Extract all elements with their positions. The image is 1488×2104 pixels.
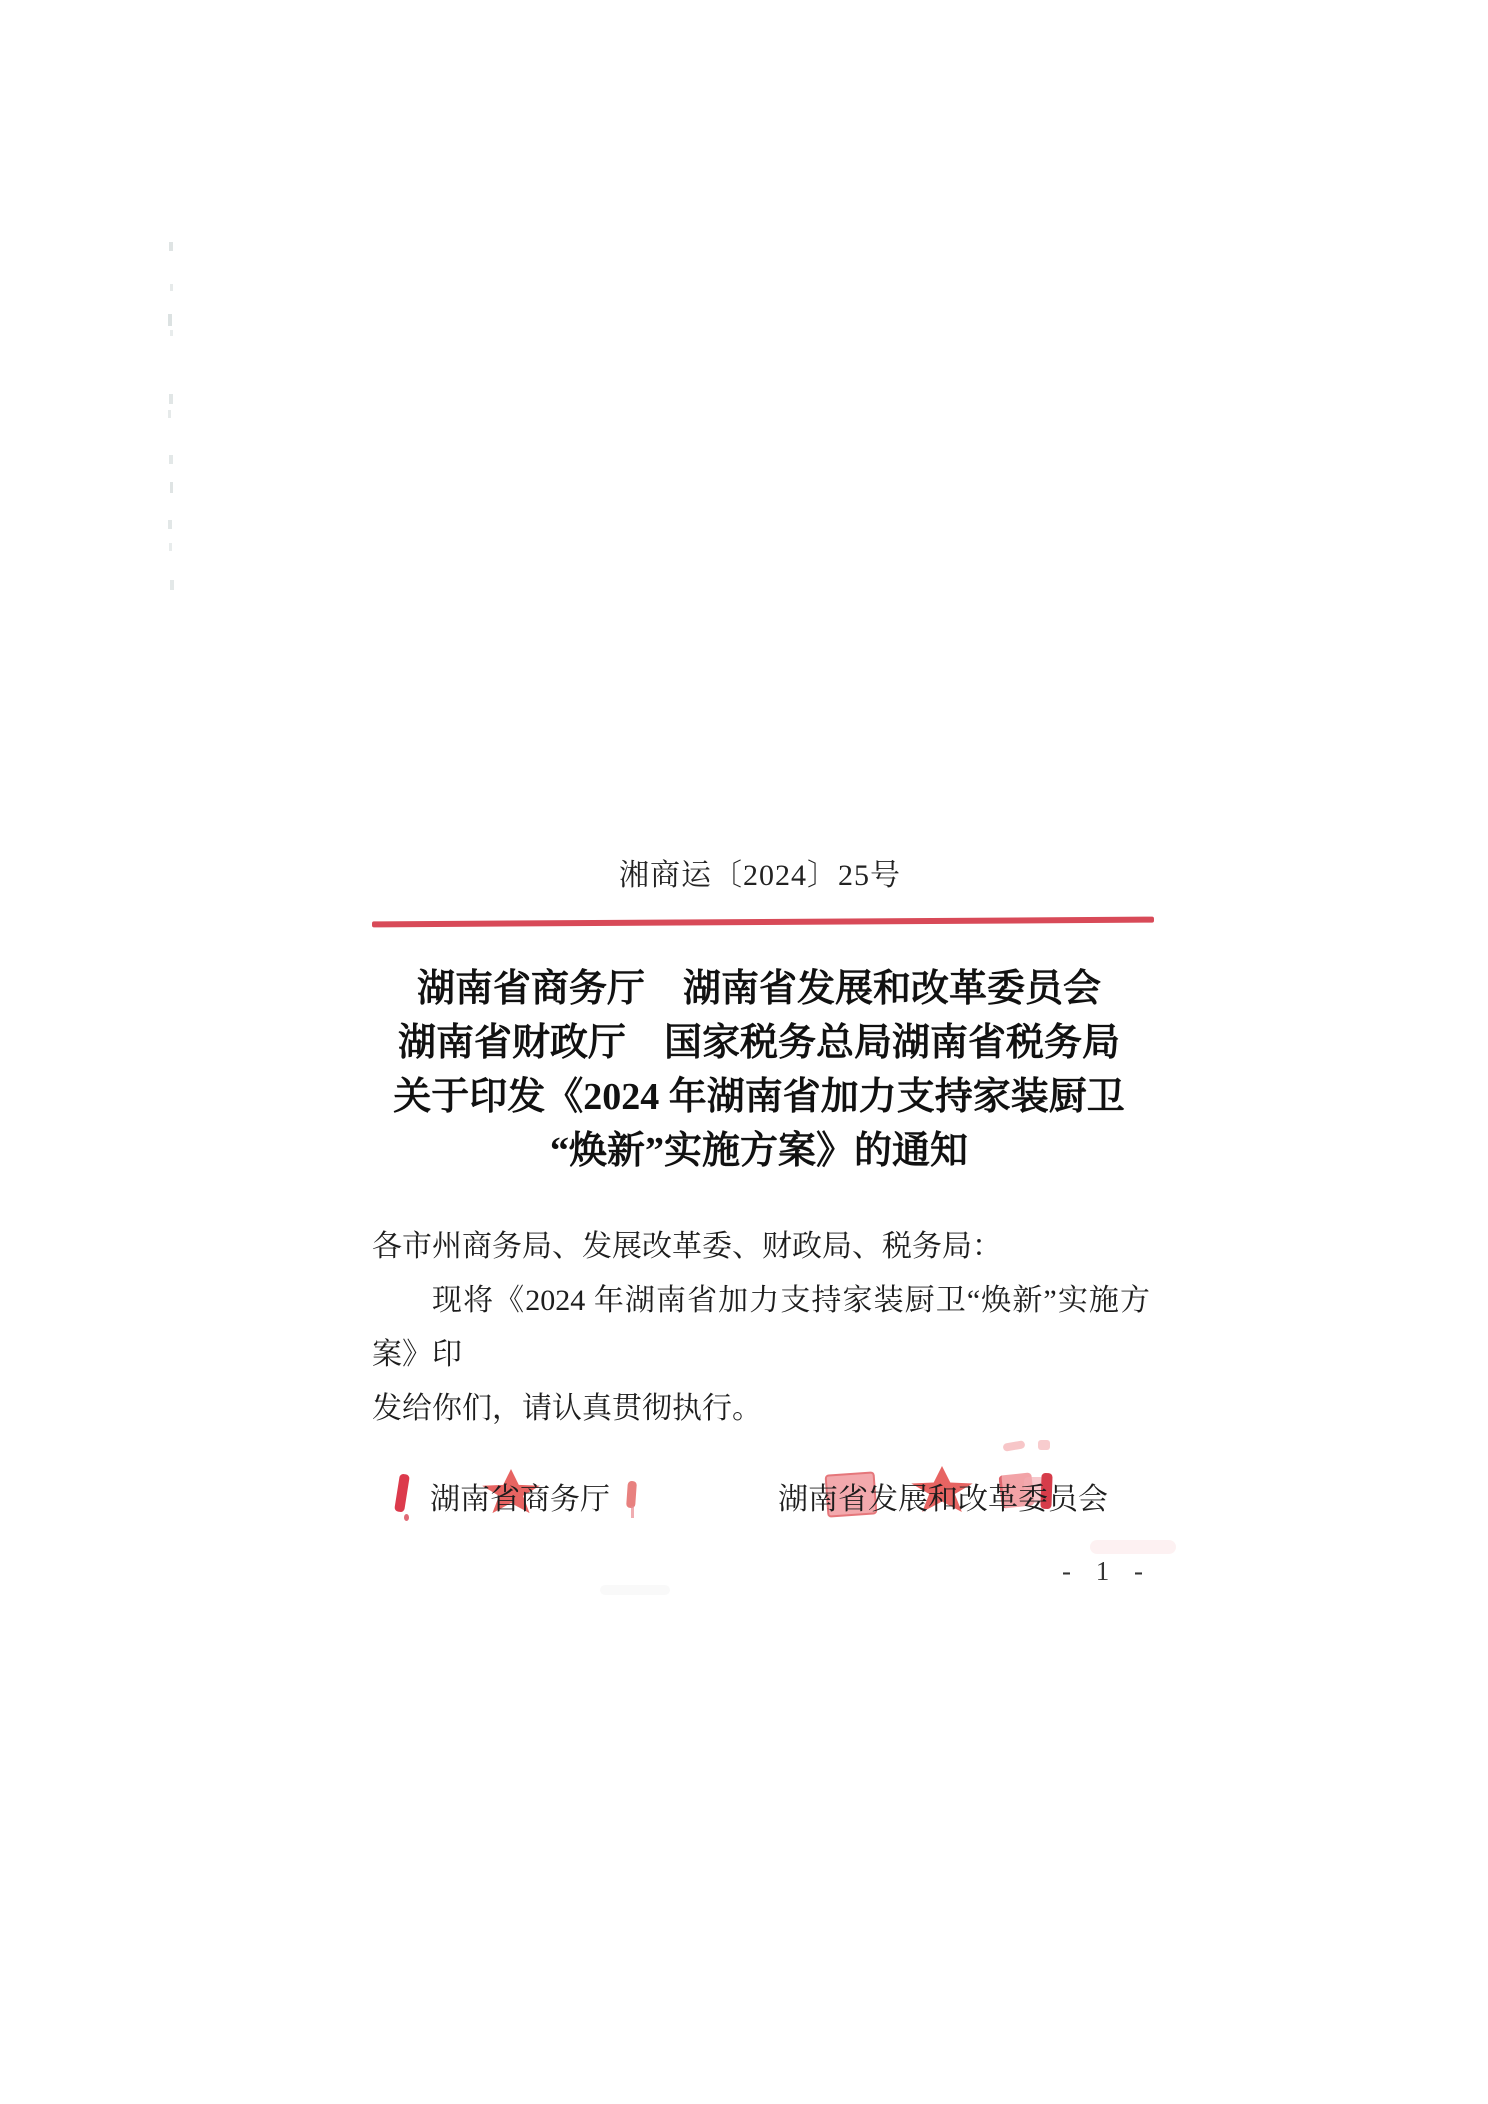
scan-artifact xyxy=(170,330,173,336)
body-line-1: 现将《2024 年湖南省加力支持家装厨卫“焕新”实施方案》印 xyxy=(372,1284,1150,1371)
scan-artifact xyxy=(168,314,172,326)
stamp-fragment-tail xyxy=(631,1506,634,1518)
doc-number: 湘商运〔2024〕25号 xyxy=(619,859,901,892)
stamp-fragment-arc-1 xyxy=(1002,1440,1025,1452)
scan-artifact xyxy=(168,410,171,418)
scan-artifact xyxy=(169,455,173,464)
signature-shangwuting: 湖南省商务厅 xyxy=(430,1483,610,1516)
signature-fagaiwei: 湖南省发展和改革委员会 xyxy=(778,1483,1108,1516)
scan-artifact xyxy=(170,580,174,590)
salutation: 各市州商务局、发展改革委、财政局、税务局： xyxy=(372,1230,1002,1263)
red-separator-line xyxy=(372,917,1154,928)
page-number: - 1 - xyxy=(1062,1556,1152,1586)
scan-artifact xyxy=(169,543,172,551)
stamp-fragment-bar-after-ting xyxy=(626,1481,637,1509)
doc-title-line-2: 湖南省财政厅 国家税务总局湖南省税务局 xyxy=(397,1022,1120,1064)
scan-smudge-bottom xyxy=(600,1585,670,1595)
stamp-fragment-arc-2 xyxy=(1038,1440,1050,1450)
scan-artifact xyxy=(169,394,173,404)
scan-artifact xyxy=(170,482,173,493)
body-line-2: 发给你们，请认真贯彻执行。 xyxy=(372,1392,762,1425)
doc-title xyxy=(329,962,1189,1178)
doc-title-line-4: “焕新”实施方案》的通知 xyxy=(549,1130,968,1172)
stamp-fragment-bar-left xyxy=(394,1473,410,1512)
stamp-smudge xyxy=(1090,1540,1176,1554)
scan-artifact xyxy=(169,242,173,251)
doc-title-line-1: 湖南省商务厅 湖南省发展和改革委员会 xyxy=(416,968,1101,1010)
doc-title-line-3: 关于印发《2024 年湖南省加力支持家装厨卫 xyxy=(393,1076,1125,1118)
stamp-fragment-dot xyxy=(404,1514,409,1521)
doc-body xyxy=(372,1220,1150,1436)
scan-artifact xyxy=(170,284,173,291)
scan-artifact xyxy=(168,520,172,529)
